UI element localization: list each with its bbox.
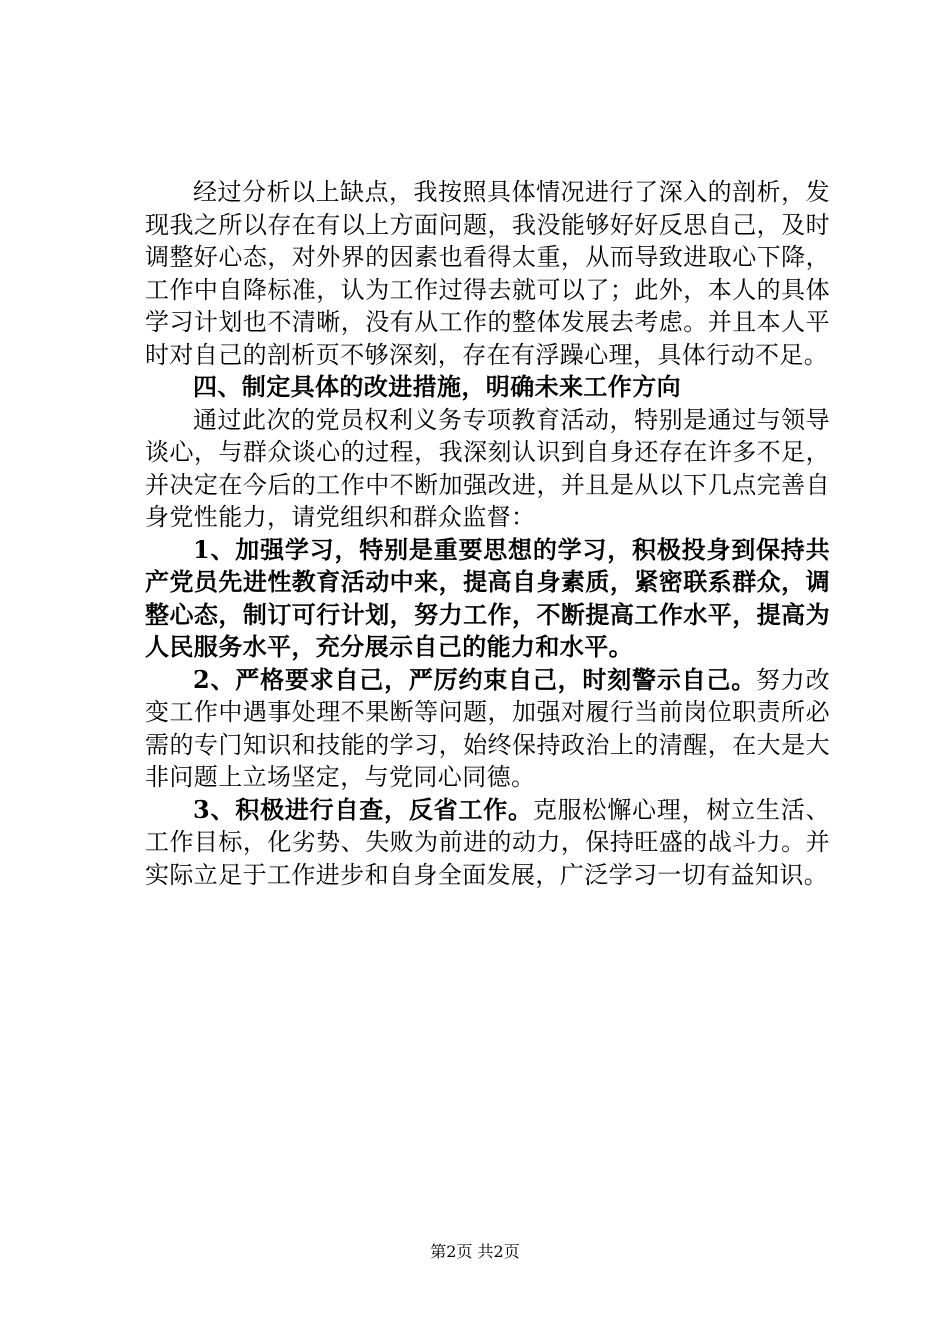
measure-2-body: 努力改变工作中遇事处理不果断等问题，加强对履行当前岗位职责所必需的专门知识和技能的学习，始终保持政治上的清醒，在大是大非问题上立场坚定，与党同心同德。	[145, 665, 830, 791]
section-heading-4: 四、制定具体的改进措施，明确未来工作方向	[193, 372, 681, 401]
paragraph-intro-measures: 通过此次的党员权利义务专项教育活动，特别是通过与领导谈心，与群众谈心的过程，我深刻认识到自身还存在许多不足，并决定在今后的工作中不断加强改进，并且是从以下几点完善自身党性能力，请党组织和群众监督：	[145, 405, 830, 531]
measure-3-lead: 3、积极进行自查，反省工作。	[193, 794, 533, 824]
paragraph-analysis: 经过分析以上缺点，我按照具体情况进行了深入的剖析，发现我之所以存在有以上方面问题，我没能够好好反思自己，及时调整好心态，对外界的因素也看得太重，从而导致进取心下降，工作中自降标准，认为工作过得去就可以了；此外，本人的具体学习计划也不清晰，没有从工作的整体发展去考虑。并且本人平时对自己的剖析页不够深刻，存在有浮躁心理，具体行动不足。	[145, 178, 830, 369]
paragraph-measure-3	[145, 794, 830, 892]
document-body	[145, 176, 830, 891]
paragraph-measure-1	[145, 534, 830, 664]
page-footer: 第2页 共2页	[430, 1242, 520, 1261]
measure-3-body: 克服松懈心理，树立生活、工作目标，化劣势、失败为前进的动力，保持旺盛的战斗力。并实际立足于工作进步和自身全面发展，广泛学习一切有益知识。	[145, 795, 830, 889]
measure-2-lead: 2、严格要求自己，严厉约束自己，时刻警示自己。	[193, 664, 756, 694]
measure-1-text: 1、加强学习，特别是重要思想的学习，积极投身到保持共产党员先进性教育活动中来，提高自身素质，紧密联系群众，调整心态，制订可行计划，努力工作，不断提高工作水平，提高为人民服务水平，充分展示自己的能力和水平。	[145, 534, 830, 661]
paragraph-measure-2	[145, 664, 830, 794]
